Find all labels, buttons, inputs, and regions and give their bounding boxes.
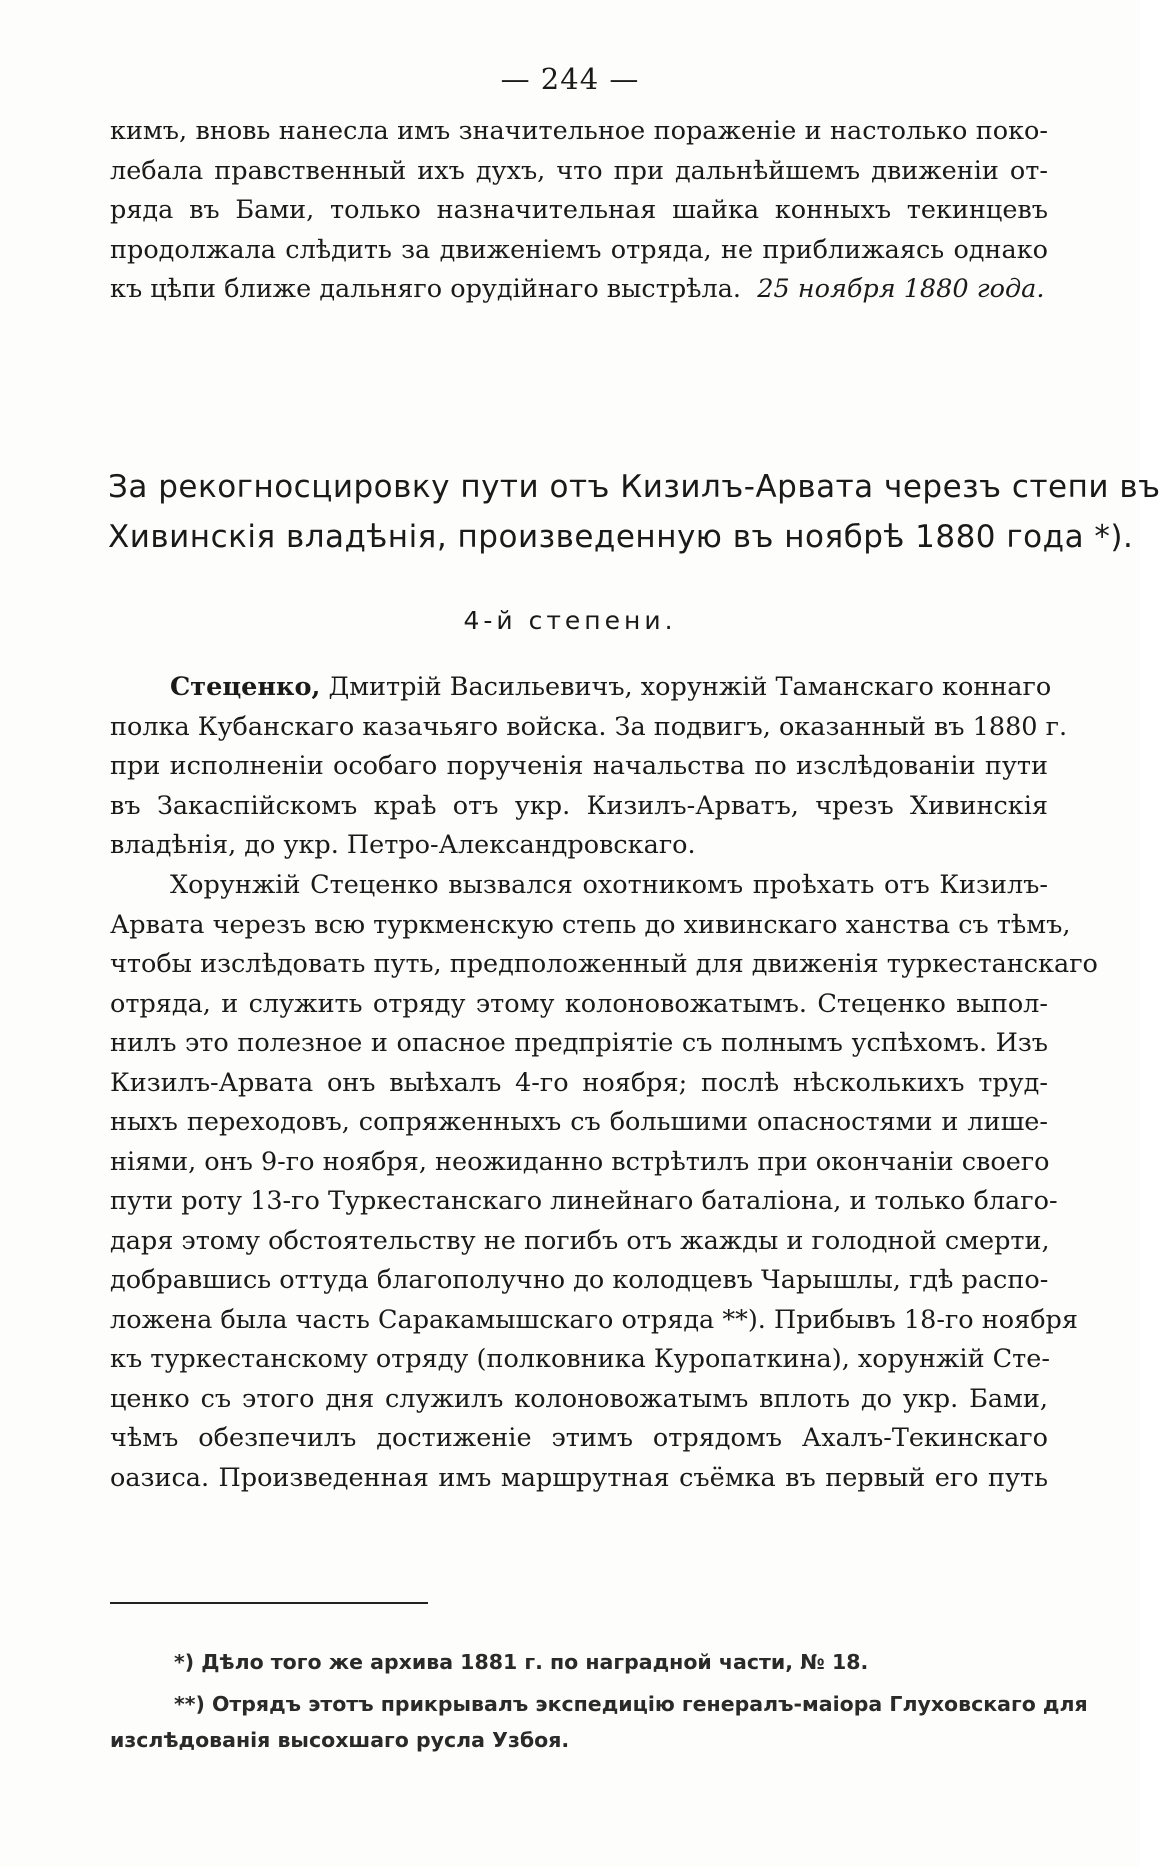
heading-line: Хивинскія владѣнія, произведенную въ ноябрѣ 1880 года *).	[108, 519, 1134, 555]
text-line: оазиса. Произведенная имъ маршрутная съёмка въ первый его путь	[110, 1462, 1048, 1493]
text-line: полка Кубанскаго казачьяго войска. За подвигъ, оказанный въ 1880 г.	[110, 711, 1068, 742]
text-line: къ туркестанскому отряду (полковника Куропаткина), хорунжій Сте-	[110, 1344, 1051, 1374]
section-heading	[108, 462, 1161, 562]
degree-heading: 4-й степени.	[463, 606, 677, 635]
page-number: — 244 —	[500, 62, 640, 96]
text-line: Дмитрій Васильевичъ, хорунжій Таманскаго коннаго	[328, 672, 1052, 702]
heading-line: За рекогносцировку пути отъ Кизилъ-Арвата черезъ степи въ	[108, 469, 1161, 505]
footnote-separator	[110, 1602, 428, 1604]
text-line: ценко съ этого дня служилъ колоновожатымъ вплоть до укр. Бами,	[110, 1383, 1048, 1414]
text-line: ложена была часть Саракамышскаго отряда **). Прибывъ 18-го ноября	[110, 1304, 1078, 1335]
text-line: добравшись оттуда благополучно до колодцевъ Чарышлы, гдѣ распо-	[110, 1265, 1049, 1295]
text-line: даря этому обстоятельству не погибъ отъ жажды и голодной смерти,	[110, 1225, 1050, 1256]
text-line-with-date	[110, 270, 1048, 310]
footnote-2: **) Отрядъ этотъ прикрывалъ экспедицію генералъ-маіора Глуховскаго для	[174, 1692, 1088, 1716]
text-line: пути роту 13-го Туркестанскаго линейнаго баталіона, и только благо-	[110, 1186, 1058, 1216]
narrative-paragraph	[110, 866, 1098, 1498]
text-line: въ Закаспійскомъ краѣ отъ укр. Кизилъ-Арватъ, чрезъ Хивинскія	[110, 790, 1048, 821]
text-line: владѣнія, до укр. Петро-Александровскаго.	[110, 830, 696, 860]
recipient-name: Стеценко,	[170, 672, 321, 702]
award-first-line	[110, 668, 1052, 708]
top-paragraph	[110, 112, 1048, 310]
text-line: продолжала слѣдить за движеніемъ отряда, не приближаясь однако	[110, 234, 1048, 265]
text-line: ніями, онъ 9-го ноября, неожиданно встрѣтилъ при окончаніи своего	[110, 1146, 1050, 1177]
text-line: лебала правственный ихъ духъ, что при дальнѣйшемъ движеніи от-	[110, 155, 1048, 186]
footnotes	[110, 1644, 1088, 1758]
footnote-1: *) Дѣло того же архива 1881 г. по наградной части, № 18.	[174, 1650, 869, 1674]
text-line: Хорунжій Стеценко вызвался охотникомъ проѣхать отъ Кизилъ-	[170, 870, 1048, 900]
award-paragraph	[110, 668, 1068, 866]
text-line: ныхъ переходовъ, сопряженныхъ съ большими опасностями и лише-	[110, 1107, 1048, 1137]
text-line: Арвата черезъ всю туркменскую степь до хивинскаго ханства съ тѣмъ,	[110, 909, 1071, 940]
footnote-2-continuation: изслѣдованія высохшаго русла Узбоя.	[110, 1728, 570, 1752]
text-line: къ цѣпи ближе дальняго орудійнаго выстрѣла.	[110, 274, 742, 304]
text-line: чѣмъ обезпечилъ достиженіе этимъ отрядомъ Ахалъ-Текинскаго	[110, 1423, 1048, 1453]
text-line: отряда, и служить отряду этому колоновожатымъ. Стеценко выпол-	[110, 988, 1048, 1019]
text-line: Кизилъ-Арвата онъ выѣхалъ 4-го ноября; послѣ нѣсколькихъ труд-	[110, 1067, 1048, 1098]
text-line: кимъ, вновь нанесла имъ значительное пораженіе и настолько поко-	[110, 116, 1048, 146]
text-line: нилъ это полезное и опасное предпріятіе съ полнымъ успѣхомъ. Изъ	[110, 1028, 1048, 1058]
text-line: ряда въ Бами, только назначительная шайка конныхъ текинцевъ	[110, 195, 1048, 225]
text-line: при исполненіи особаго порученія начальства по изслѣдованіи пути	[110, 751, 1048, 781]
dateline: 25 ноября 1880 года.	[757, 274, 1045, 304]
text-line: чтобы изслѣдовать путь, предположенный для движенія туркестанскаго	[110, 949, 1098, 979]
